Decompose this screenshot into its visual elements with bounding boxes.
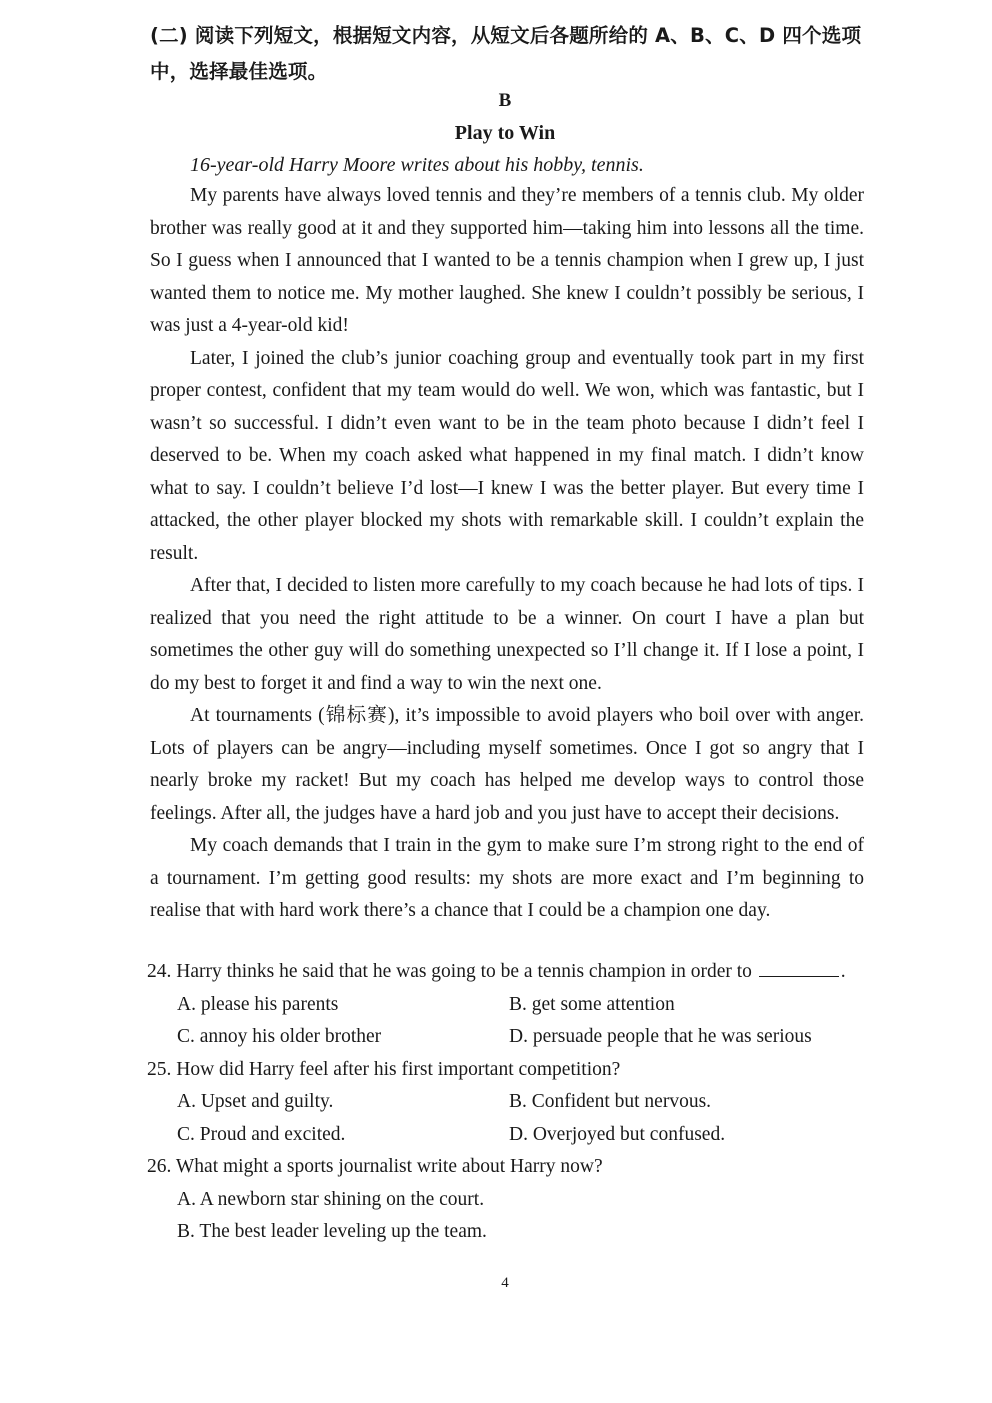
question-stem: 25. How did Harry feel after his first important competition? — [147, 1058, 621, 1080]
option-a: A. please his parents — [177, 993, 339, 1015]
paragraph: After that, I decided to listen more carefully to my coach because he had lots of tips. I realized that you need the right attitude to be a winner. On court I have a plan but sometimes the other guy will do something unexpected so I’ll change it. If I lose a point, I do my best to forget it and find a way to win the next one. — [150, 575, 864, 694]
option-d: D. Overjoyed but confused. — [509, 1123, 726, 1145]
passage-letter: B — [498, 90, 512, 111]
question-26 — [147, 1151, 867, 1249]
question-25 — [147, 1054, 867, 1152]
question-24 — [147, 956, 867, 1054]
paragraph: Later, I joined the club’s junior coaching group and eventually took part in my first proper contest, confident that my team would do well. We won, which was fantastic, but I wasn’t so successful. I didn’t even want to be in the team photo because I didn’t feel I deserved to be. When my coach asked what happened in my final match. I didn’t know what to say. I couldn’t believe I’d lost—I knew I was the better player. But every time I attacked, the other player blocked my shots with remarkable skill. I couldn’t explain the result. — [150, 347, 864, 564]
option-group — [147, 1086, 867, 1151]
question-list — [147, 956, 867, 1249]
option-b: B. Confident but nervous. — [509, 1091, 712, 1112]
option-a: A. A newborn star shining on the court. — [177, 1188, 485, 1210]
answer-blank — [759, 958, 839, 977]
paragraph: My parents have always loved tennis and they’re members of a tennis club. My older brother was really good at it and they supported him—taking him into lessons all the time. So I guess when I announced that I wanted to be a tennis champion when I grew up, I just wanted them to notice me. My mother laughed. She knew I couldn’t possibly be serious, I was just a 4-year-old kid! — [150, 185, 864, 336]
passage-title: Play to Win — [454, 122, 556, 144]
option-group — [147, 1184, 867, 1249]
paragraph: At tournaments (锦标赛), it’s impossible to avoid players who boil over with anger. Lots of players can be angry—including myself sometimes. Once I got so angry that I nearly broke my racket! But my coach has helped me develop ways to control those feelings. After all, the judges have a hard job and you just have to accept their decisions. — [150, 705, 864, 824]
passage-body — [150, 180, 864, 928]
question-stem-end: . — [840, 961, 846, 982]
section-instruction: (二) 阅读下列短文，根据短文内容，从短文后各题所给的 A、B、C、D 四个选项中，选择最佳选项。 — [150, 24, 862, 83]
option-a: A. Upset and guilty. — [177, 1091, 334, 1112]
option-c: C. Proud and excited. — [177, 1123, 346, 1145]
question-stem: 24. Harry thinks he said that he was going to be a tennis champion in order to — [147, 961, 752, 982]
option-d: D. persuade people that he was serious — [509, 1026, 812, 1047]
page-number: 4 — [501, 1275, 509, 1291]
option-c: C. annoy his older brother — [177, 1026, 382, 1047]
option-group — [147, 989, 867, 1054]
option-b: B. get some attention — [509, 993, 675, 1015]
option-b: B. The best leader leveling up the team. — [177, 1221, 487, 1242]
question-stem: 26. What might a sports journalist write about Harry now? — [147, 1156, 603, 1177]
passage-subtitle: 16-year-old Harry Moore writes about his hobby, tennis. — [190, 154, 644, 176]
paragraph: My coach demands that I train in the gym to make sure I’m strong right to the end of a tournament. I’m getting good results: my shots are more exact and I’m beginning to realise that with hard work there’s a chance that I could be a champion one day. — [150, 835, 864, 921]
